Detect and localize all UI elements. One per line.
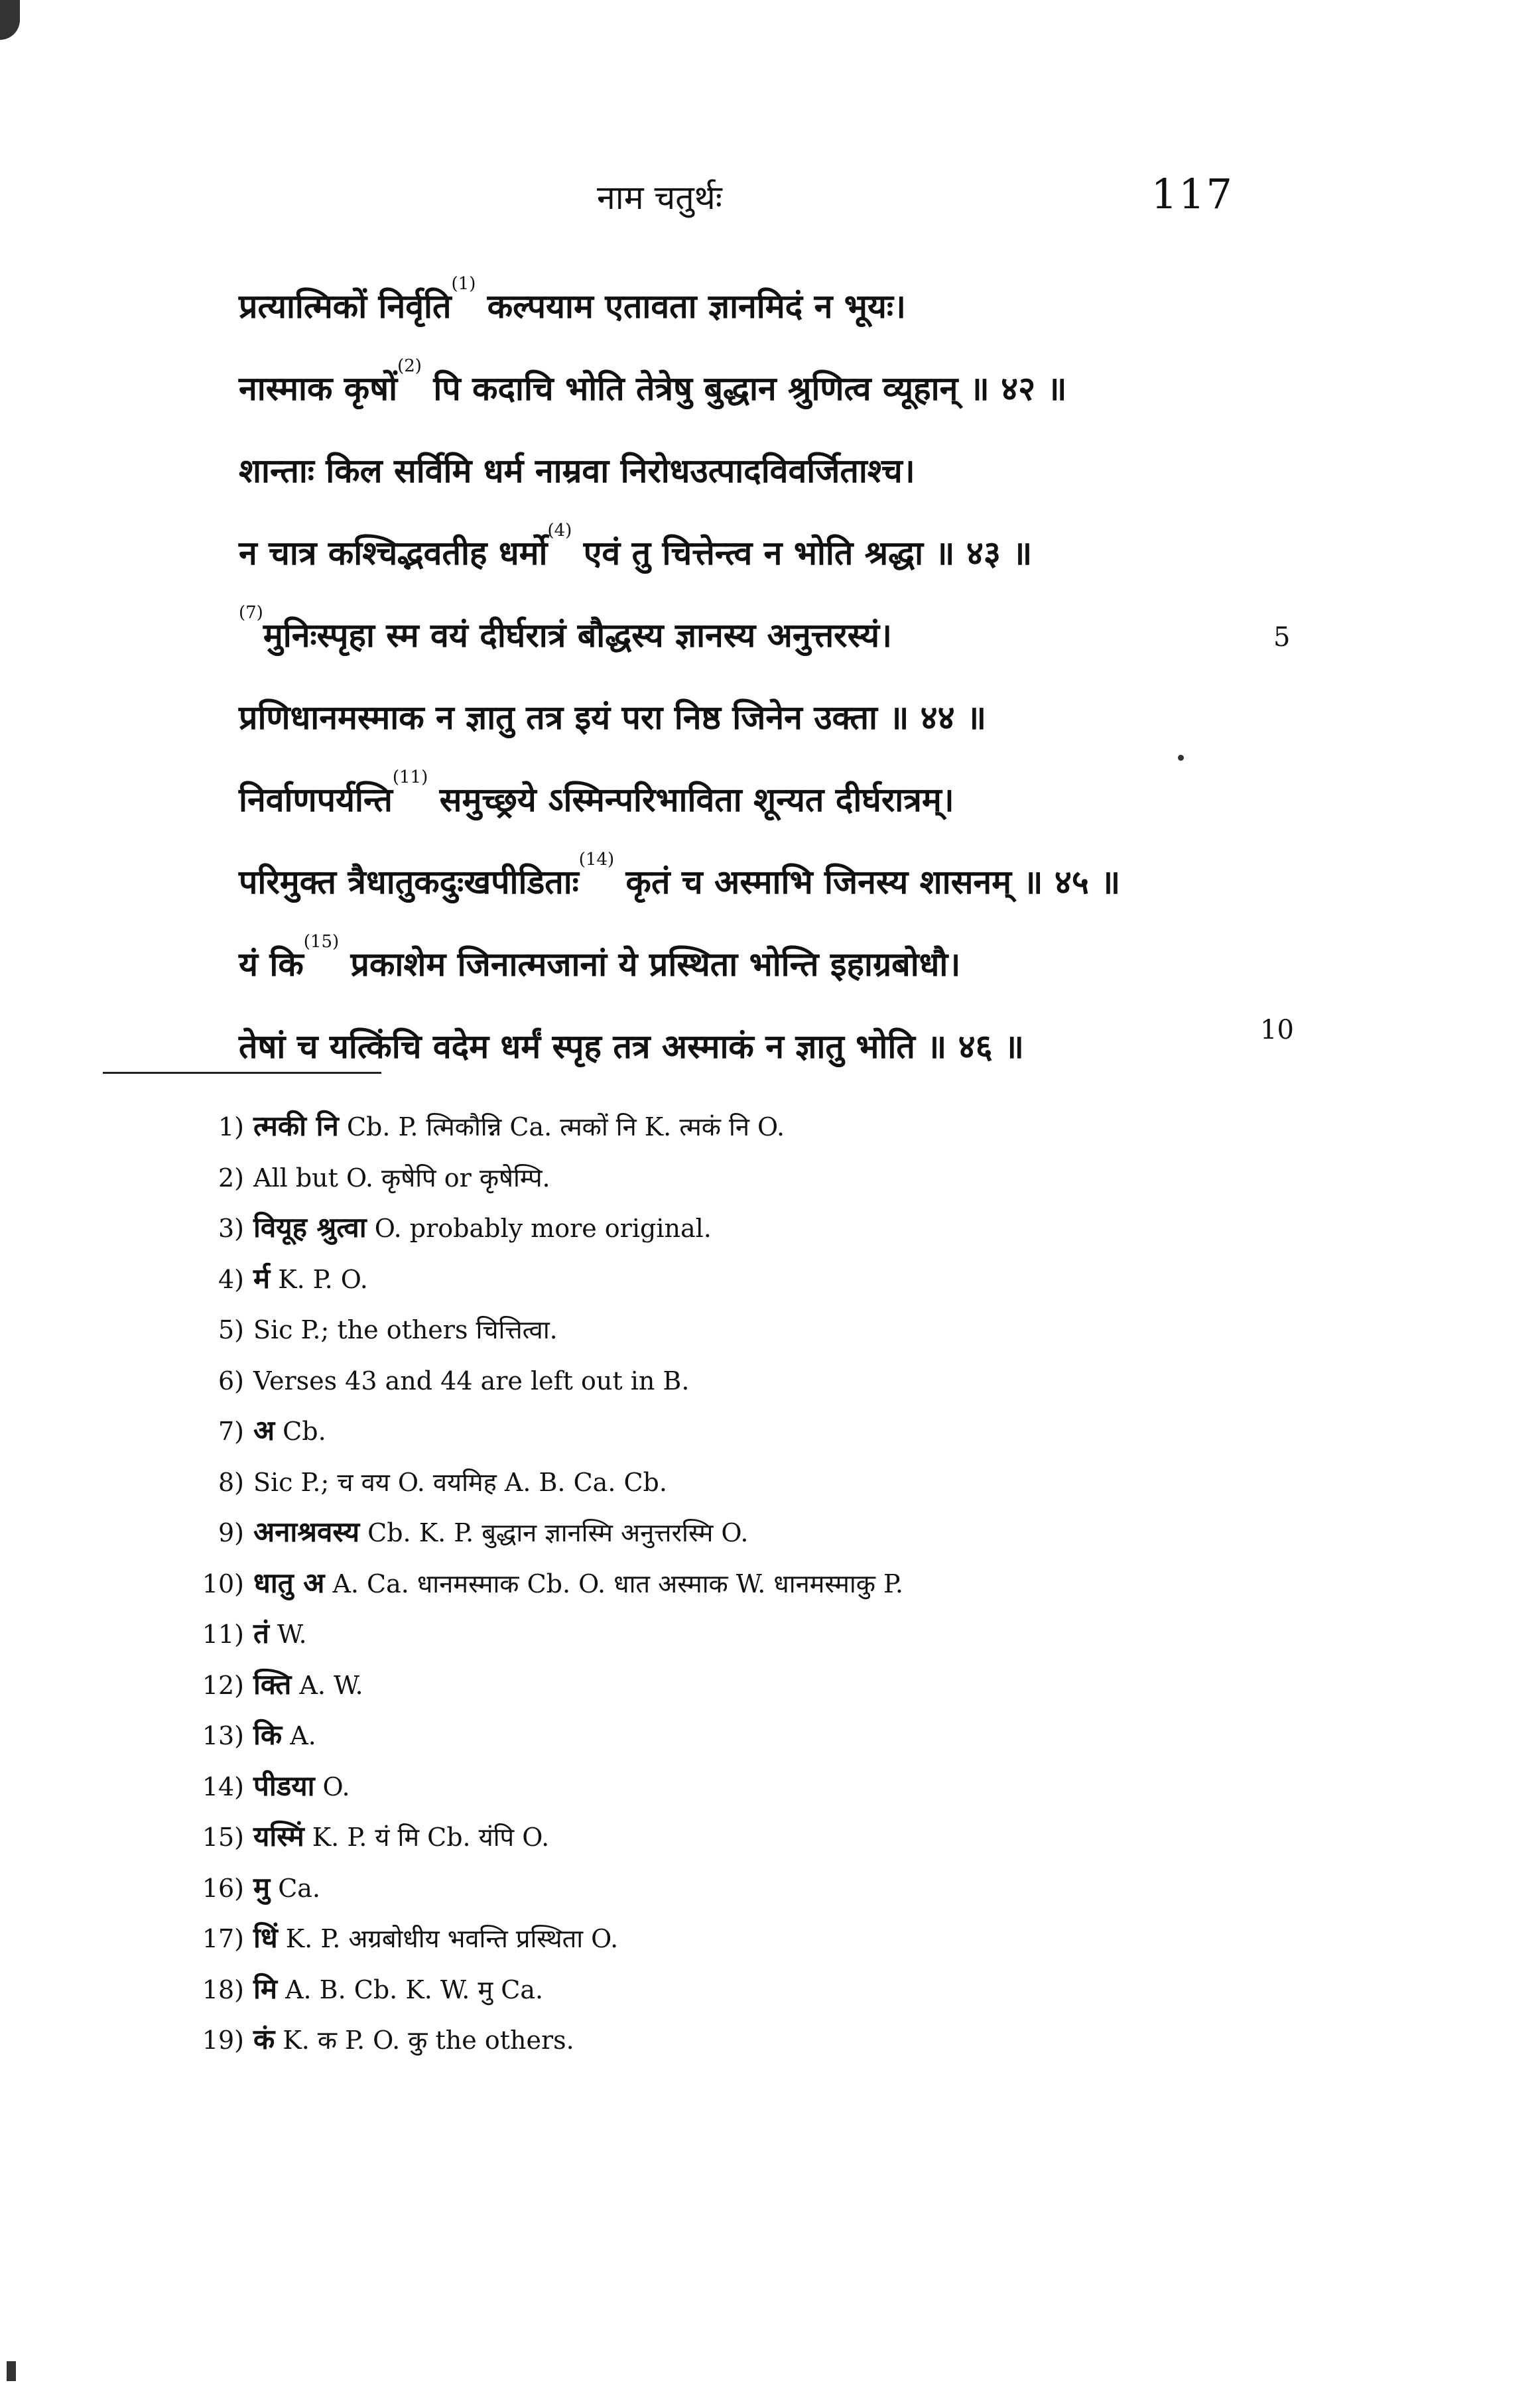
footnotes — [192, 1101, 1253, 2065]
footnote-variant: त्मकी नि — [253, 1110, 339, 1142]
footnote-text: O. — [314, 1772, 350, 1801]
footnote-variant: यस्मिं — [253, 1820, 304, 1852]
line-number-5: 5 — [1273, 622, 1291, 653]
footnote — [192, 1254, 1253, 1305]
footnote-number: 11) — [202, 1620, 244, 1649]
footnote-variant: मि — [253, 1972, 277, 2005]
footnote-number: 6) — [218, 1366, 244, 1395]
footnote-text: K. P. यं मि Cb. यंपि O. — [304, 1823, 550, 1852]
footnote — [192, 1558, 1253, 1609]
footnote-text: Cb. K. P. बुद्धान ज्ञानस्मि अनुत्तरस्मि O. — [359, 1518, 749, 1547]
verse-text: न चात्र कश्चिद्भवतीह धर्मो — [239, 534, 548, 572]
running-head: नाम चतुर्थः — [597, 178, 722, 217]
footnote-text: A. W. — [291, 1670, 363, 1700]
verse-line — [239, 430, 1247, 512]
footnote-number: 14) — [202, 1772, 244, 1801]
footnote-variant: क्ति — [253, 1667, 292, 1701]
footnote-number: 8) — [218, 1467, 244, 1497]
footnote — [192, 1659, 1253, 1711]
verse-text: पि कदाचि भोति तेत्रेषु बुद्धान श्रुणित्व व्यूहान् ॥ ४२ ॥ — [421, 369, 1067, 408]
footnote-number: 9) — [218, 1518, 244, 1547]
footnote-variant: वियूह श्रुत्वा — [253, 1211, 367, 1244]
footnote-number: 17) — [202, 1924, 244, 1953]
scan-artifact — [0, 0, 20, 40]
footnote-marker: (7) — [239, 603, 263, 623]
footnote-number: 5) — [218, 1315, 244, 1344]
footnote — [192, 1355, 1253, 1406]
verse-line — [239, 759, 1247, 841]
verse-block — [239, 265, 1247, 1088]
footnote-text: A. Ca. धानमस्माक Cb. O. धात अस्माक W. धानमस्माकु P. — [324, 1569, 903, 1598]
footnote-number: 2) — [218, 1163, 244, 1193]
footnote-variant: पीडया — [253, 1769, 315, 1802]
footnote-number: 13) — [202, 1721, 244, 1750]
verse-text: प्रत्यात्मिकों निर्वृति — [239, 287, 452, 326]
footnote-text: Cb. — [275, 1417, 326, 1446]
footnote — [192, 1457, 1253, 1508]
footnote-text: O. probably more original. — [366, 1214, 712, 1243]
verse-line — [239, 1006, 1247, 1088]
footnote-text: A. — [282, 1721, 316, 1750]
footnote-text: K. P. अग्रबोधीय भवन्ति प्रस्थिता O. — [277, 1924, 619, 1953]
verse-text: कृतं च अस्माभि जिनस्य शासनम् ॥ ४५ ॥ — [614, 863, 1121, 901]
verse-line — [239, 512, 1247, 594]
footnote-variant: अनाश्रवस्य — [253, 1516, 360, 1548]
footnote — [192, 1862, 1253, 1914]
verse-line — [239, 677, 1247, 759]
footnote-number: 1) — [218, 1112, 244, 1141]
footnote-text: Ca. — [270, 1873, 321, 1903]
footnote-text: Sic P.; the others चित्तित्वा. — [253, 1315, 558, 1344]
footnote-marker: (1) — [451, 274, 476, 294]
footnote — [192, 1964, 1253, 2015]
verse-text: तेषां च यत्किंचि वदेम धर्मं स्पृह तत्र अस्माकं न ज्ञातु भोति ॥ ४६ ॥ — [239, 1027, 1024, 1066]
footnote-marker: (14) — [578, 850, 615, 870]
verse-text: शान्ताः किल सर्विमि धर्म नाम्रवा निरोधउत्पादविवर्जिताश्च। — [239, 452, 915, 490]
footnote-number: 4) — [218, 1264, 244, 1294]
footnote-text: Cb. P. त्मिकौन्नि Ca. त्मकों नि K. त्मकं नि O. — [338, 1112, 785, 1141]
footnote-text: W. — [269, 1620, 307, 1649]
footnote-text: All but O. कृषेपि or कृषेम्पि. — [253, 1163, 550, 1193]
verse-text: नास्माक कृषों — [239, 369, 398, 408]
verse-line — [239, 923, 1247, 1006]
footnote-number: 15) — [202, 1823, 244, 1852]
footnote-number: 19) — [202, 2026, 244, 2055]
verse-text: मुनिःस्पृहा स्म वयं दीर्घरात्रं बौद्धस्य ज्ञानस्य अनुत्तरस्यं। — [263, 616, 892, 655]
footnote-text: K. P. O. — [270, 1264, 368, 1294]
footnote — [192, 1304, 1253, 1355]
footnote — [192, 1152, 1253, 1203]
footnote-marker: (15) — [303, 932, 340, 952]
verse-text: एवं तु चित्तेन्त्व न भोति श्रद्धा ॥ ४३ ॥ — [572, 534, 1033, 572]
footnote-rule — [103, 1072, 381, 1074]
verse-text: समुच्छ्रये ऽस्मिन्परिभाविता शून्यत दीर्घरात्रम्। — [428, 781, 954, 819]
footnote — [192, 1913, 1253, 1964]
footnote-number: 10) — [202, 1569, 244, 1598]
footnote — [192, 1811, 1253, 1862]
footnote-variant: कि — [253, 1719, 283, 1751]
verse-text: प्रणिधानमस्माक न ज्ञातु तत्र इयं परा निष्ठ जिनेन उक्ता ॥ ४४ ॥ — [239, 698, 987, 737]
verse-line — [239, 265, 1247, 348]
scan-artifact — [1178, 755, 1184, 761]
page-number: 117 — [1151, 170, 1234, 218]
footnote-text: K. क P. O. कु the others. — [275, 2026, 574, 2055]
footnote-variant: धिं — [253, 1921, 278, 1954]
footnote-number: 18) — [202, 1975, 244, 2004]
footnote — [192, 1710, 1253, 1761]
footnote-variant: तं — [253, 1617, 269, 1650]
verse-text: निर्वाणपर्यन्ति — [239, 781, 393, 819]
verse-line — [239, 594, 1247, 677]
footnote-variant: मु — [253, 1870, 271, 1904]
footnote-marker: (4) — [547, 521, 572, 541]
footnote-marker: (2) — [397, 356, 422, 376]
footnote-variant: र्म — [253, 1262, 271, 1295]
footnote — [192, 1101, 1253, 1152]
footnote-number: 16) — [202, 1873, 244, 1903]
footnote — [192, 1761, 1253, 1812]
verse-text: यं कि — [239, 945, 304, 984]
footnote-text: Verses 43 and 44 are left out in B. — [253, 1366, 690, 1395]
verse-line — [239, 841, 1247, 923]
footnote-text: A. B. Cb. K. W. मु Ca. — [277, 1975, 544, 2004]
verse-line — [239, 348, 1247, 430]
footnote-number: 3) — [218, 1214, 244, 1243]
scan-artifact — [7, 2361, 16, 2381]
footnote — [192, 1405, 1253, 1457]
footnote-number: 12) — [202, 1670, 244, 1700]
footnote-variant: धातु अ — [253, 1566, 325, 1599]
footnote — [192, 2014, 1253, 2065]
verse-text: कल्पयाम एतावता ज्ञानमिदं न भूयः। — [476, 287, 906, 326]
footnote-variant: अ — [253, 1414, 275, 1447]
footnote-text: Sic P.; च वय O. वयमिह A. B. Ca. Cb. — [253, 1467, 667, 1497]
footnote-number: 7) — [218, 1417, 244, 1446]
page-header — [239, 170, 1247, 233]
footnote-variant: कं — [253, 2023, 275, 2055]
verse-text: प्रकाशेम जिनात्मजानां ये प्रस्थिता भोन्ति इहाग्रबोधौ। — [339, 945, 961, 984]
verse-text: परिमुक्त त्रैधातुकदुःखपीडिताः — [239, 863, 579, 901]
footnote — [192, 1202, 1253, 1254]
footnote — [192, 1608, 1253, 1659]
footnote — [192, 1507, 1253, 1558]
line-number-10: 10 — [1260, 1015, 1294, 1045]
footnote-marker: (11) — [392, 767, 428, 787]
